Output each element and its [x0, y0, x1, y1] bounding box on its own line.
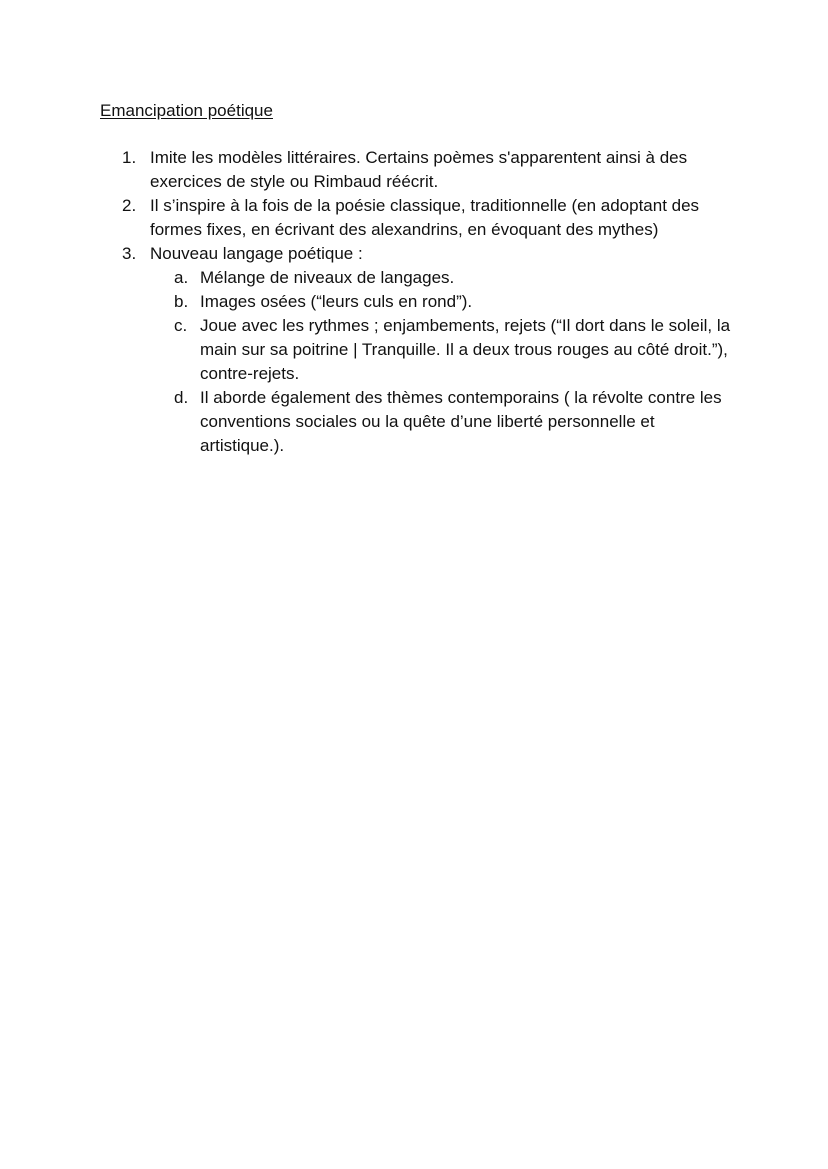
sublist-item	[150, 314, 740, 386]
sublist-item-text: Il aborde également des thèmes contemporains ( la révolte contre les conventions sociales ou la quête d’une liberté personnelle et artistique.).	[200, 388, 722, 455]
sublist-item-text: Joue avec les rythmes ; enjambements, rejets (“Il dort dans le soleil, la main sur sa poitrine | Tranquille. Il a deux trous rouges au côté droit.”), contre-rejets.	[200, 316, 731, 383]
sublist-item	[150, 290, 740, 314]
list-item-text: Il s’inspire à la fois de la poésie classique, traditionnelle (en adoptant des formes fixes, en écrivant des alexandrins, en évoquant des mythes)	[150, 196, 700, 239]
list-number: 3.	[122, 244, 137, 263]
sublist-item-text: Mélange de niveaux de langages.	[200, 268, 455, 287]
sublist-letter: d.	[174, 388, 189, 407]
sublist-item-text: Images osées (“leurs culs en rond”).	[200, 292, 473, 311]
list-item-text: Imite les modèles littéraires. Certains poèmes s'apparentent ainsi à des exercices de style ou Rimbaud réécrit.	[150, 148, 688, 191]
list-number: 2.	[122, 196, 137, 215]
list-item	[100, 146, 740, 194]
list-item	[100, 194, 740, 242]
list-item	[100, 242, 740, 458]
list-item-text: Nouveau langage poétique :	[150, 244, 363, 263]
lettered-sublist	[150, 266, 740, 458]
sublist-letter: a.	[174, 268, 189, 287]
sublist-letter: b.	[174, 292, 189, 311]
numbered-list	[100, 146, 740, 458]
sublist-item	[150, 386, 740, 458]
sublist-item	[150, 266, 740, 290]
sublist-letter: c.	[174, 316, 188, 335]
list-number: 1.	[122, 148, 137, 167]
page-title: Emancipation poétique	[100, 101, 273, 120]
